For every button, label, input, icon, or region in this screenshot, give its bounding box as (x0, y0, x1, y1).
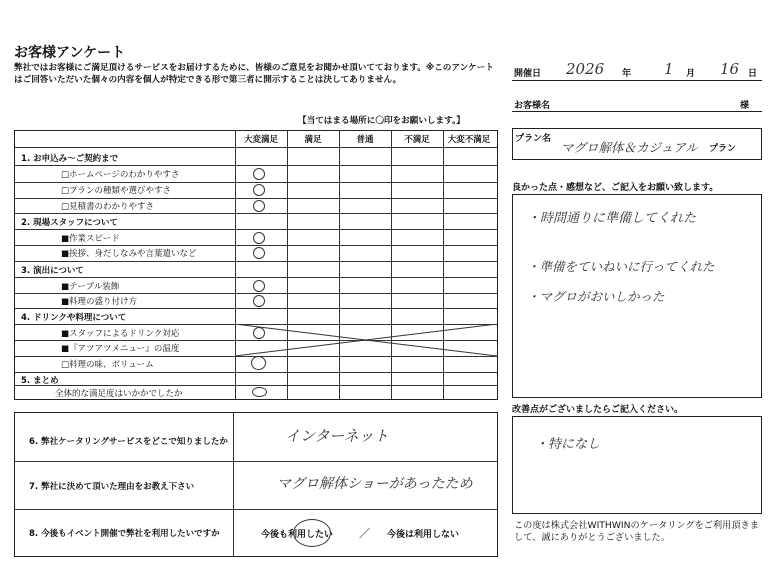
answer-circle (253, 232, 265, 244)
section-label: 4. ドリンクや料理について (21, 313, 127, 323)
good-point-line: ・時間通りに準備してくれた (527, 211, 697, 226)
item-label: □プランの種類や選びやすさ (61, 186, 172, 196)
option-continue: 今後も利用したい (261, 530, 334, 540)
improvements-box (512, 416, 762, 514)
row-divider (15, 165, 497, 166)
selected-option-circle (293, 519, 331, 547)
good-points-label: 良かった点・感想など、ご記入をお願い致します。 (512, 183, 719, 193)
event-month: 1 (664, 60, 674, 78)
answer-circle (253, 168, 265, 180)
item-label: □料理の味、ボリューム (61, 360, 154, 370)
section-label: 5. まとめ (21, 376, 59, 386)
row-divider (15, 308, 497, 309)
answer-circle (253, 184, 265, 196)
thanks-message: この度は株式会社WITHWINのケータリングをご利用頂きまして、誠にありがとうございました。 (514, 520, 759, 543)
plan-box (512, 128, 762, 160)
section-label: 2. 現場スタッフについて (21, 218, 118, 228)
questions-table (14, 412, 498, 557)
column-divider (233, 413, 234, 556)
name-underline (512, 111, 762, 112)
event-day: 16 (720, 60, 740, 78)
plan-suffix: プラン (709, 144, 737, 154)
column-header: 不満足 (404, 135, 430, 145)
customer-name-label: お客様名 (514, 101, 551, 111)
event-date-label: 開催日 (514, 69, 542, 79)
item-label: ■テーブル装飾 (61, 282, 120, 292)
question-label: 6. 弊社ケータリングサービスをどこで知りましたか (29, 437, 228, 447)
section-label: 3. 演出について (21, 266, 84, 276)
intro-text: 弊社ではお客様にご満足頂けるサービスをお届けするために、皆様のご意見をお聞かせ頂いてております。※このアンケートはご回答いただいた個々の内容を個人が特定できる形で第三者に開示することは決してありません。 (14, 63, 494, 85)
good-points-box (512, 194, 762, 398)
row-divider (15, 372, 497, 373)
item-label: □ホームページのわかりやすさ (61, 170, 180, 180)
row-divider (15, 198, 497, 199)
row-divider (15, 385, 497, 386)
improvements-text: ・特になし (535, 437, 601, 452)
answer-circle (251, 356, 266, 370)
form-title: お客様アンケート (14, 45, 126, 61)
answer-circle (253, 200, 265, 212)
day-unit: 日 (748, 69, 758, 79)
item-label: ■料理の盛り付け方 (61, 297, 138, 307)
row-divider (15, 229, 497, 230)
date-underline (512, 80, 762, 81)
answer-circle (252, 387, 267, 397)
satisfaction-table (14, 130, 498, 400)
year-unit: 年 (622, 69, 632, 79)
month-unit: 月 (686, 69, 696, 79)
answer-circle (253, 247, 265, 259)
option-separator: ／ (359, 527, 370, 540)
row-divider (15, 509, 497, 510)
crossed-out-row (235, 324, 497, 356)
column-header: 大変不満足 (447, 135, 491, 145)
row-divider (15, 213, 497, 214)
instruction-text: 【当てはまる場所に〇印をお願いします。】 (298, 116, 465, 126)
good-point-line: ・マグロがおいしかった (527, 289, 665, 304)
plan-label: プラン名 (515, 134, 552, 144)
handwritten-answer: マグロ解体ショーがあったため (277, 476, 473, 492)
column-divider (443, 131, 444, 399)
column-header: 大変満足 (243, 135, 278, 145)
customer-suffix: 様 (740, 101, 750, 111)
row-divider (15, 261, 497, 262)
row-divider (15, 147, 497, 148)
item-label: ■『アツアツメニュー』の温度 (61, 344, 180, 354)
column-divider (339, 131, 340, 399)
improvements-label: 改善点がございましたらご記入ください。 (512, 405, 684, 415)
row-divider (15, 245, 497, 246)
item-label: ■スタッフによるドリンク対応 (61, 329, 180, 339)
row-divider (15, 182, 497, 183)
question-label: 7. 弊社に決めて頂いた理由をお教え下さい (29, 482, 195, 492)
item-label: □見積書のわかりやすさ (61, 202, 155, 212)
column-divider (235, 131, 236, 399)
column-header: 普通 (356, 135, 374, 145)
row-divider (15, 461, 497, 462)
section-label: 1. お申込み～ご契約まで (21, 154, 119, 164)
row-divider (15, 293, 497, 294)
plan-name: マグロ解体＆カジュアル (561, 140, 698, 155)
option-stop: 今後は利用しない (387, 530, 460, 540)
good-point-line: ・準備をていねいに行ってくれた (527, 259, 715, 274)
item-label: ■挨拶、身だしなみや言葉遣いなど (61, 249, 197, 259)
column-divider (391, 131, 392, 399)
question-label: 8. 今後もイベント開催で弊社を利用したいですか (29, 529, 220, 539)
column-divider (287, 131, 288, 399)
answer-circle (253, 280, 265, 292)
item-label: ■作業スピード (61, 234, 120, 244)
column-header: 満足 (304, 135, 322, 145)
item-label: 全体的な満足度はいかかでしたか (55, 389, 183, 399)
handwritten-answer: インターネット (285, 427, 389, 445)
row-divider (15, 277, 497, 278)
event-year: 2026 (566, 60, 605, 78)
answer-circle (253, 295, 265, 307)
